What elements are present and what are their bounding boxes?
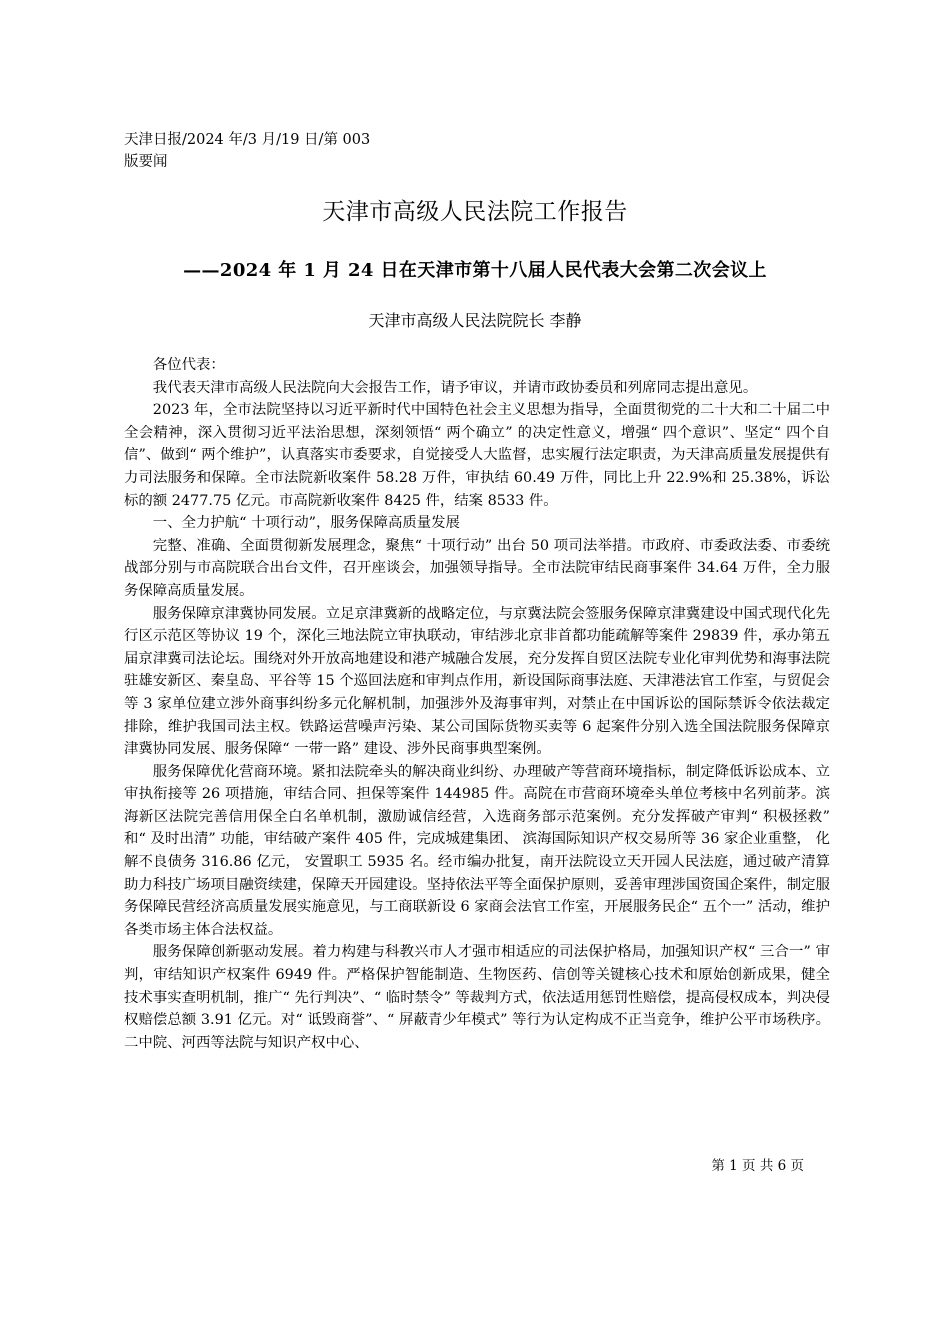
report-body [124, 354, 830, 1054]
source-info [124, 129, 370, 173]
paragraph: 服务保障创新驱动发展。着力构建与科教兴市人才强市相适应的司法保护格局，加强知识产权“ 三合一” 审判，审结知识产权案件 6949 件。严格保护智能制造、生物医药、信创等关键核心技术和原始创新成果，健全技术事实查明机制，推广“ 先行判决”、“ 临时禁令” 等裁判方式，依法适用惩罚性赔偿，提高侵权成本，判决侵权赔偿总额 3.91 亿元。对“ 诋毁商誉”、“ 屏蔽青少年模式” 等行为认定构成不正当竞争，维护公平市场秩序。二中院、河西等法院与知识产权中心、 [124, 944, 830, 1051]
source-line-2: 版要闻 [124, 154, 168, 170]
paragraph: 服务保障优化营商环境。紧扣法院牵头的解决商业纠纷、办理破产等营商环境指标，制定降低诉讼成本、立审执衔接等 26 项措施，审结合同、担保等案件 144985 件。高院在市营商环境牵头单位考核中名列前茅。滨海新区法院完善信用保全白名单机制，激励诚信经营，入选商务部示范案例。充分发挥破产审判“ 积极拯救” 和“ 及时出清” 功能，审结破产案件 405 件，完成城建集团、 滨海国际知识产权交易所等 36 家企业重整， 化解不良债务 316.86 亿元， 安置职工 5935 名。经市编办批复，南开法院设立天开园人民法庭，通过破产清算助力科技广场项目融资续建，保障天开园建设。坚持依法平等全面保护原则，妥善审理涉国资国企案件，制定服务保障民营经济高质量发展实施意见，与工商联新设 6 家商会法官工作室，开展服务民企“ 五个一” 活动，维护各类市场主体合法权益。 [124, 763, 830, 938]
section-heading: 一、全力护航“ 十项行动”，服务保障高质量发展 [152, 515, 460, 532]
report-author: 天津市高级人民法院院长 李静 [368, 311, 582, 330]
paragraph: 2023 年，全市法院坚持以习近平新时代中国特色社会主义思想为指导，全面贯彻党的二十大和二十届二中全会精神，深入贯彻习近平法治思想，深刻领悟“ 两个确立” 的决定性意义，增强“ 四个意识”、坚定“ 四个自信”、做到“ 两个维护”，认真落实市委要求，自觉接受人大监督，忠实履行法定职责，为天津高质量发展提供有力司法服务和保障。全市法院新收案件 58.28 万件，审执结 60.49 万件，同比上升 22.9%和 25.38%，诉讼标的额 2477.75 亿元。市高院新收案件 8425 件，结案 8533 件。 [124, 402, 830, 509]
report-title: 天津市高级人民法院工作报告 [322, 199, 628, 225]
paragraph-greeting: 各位代表： [152, 357, 225, 373]
paragraph: 我代表天津市高级人民法院向大会报告工作，请予审议，并请市政协委员和列席同志提出意见。 [152, 379, 758, 396]
paragraph: 服务保障京津冀协同发展。立足京津冀新的战略定位，与京冀法院会签服务保障京津冀建设中国式现代化先行区示范区等协议 19 个，深化三地法院立审执联动，审结涉北京非首都功能疏解等案件 29839 件，承办第五届京津冀司法论坛。围绕对外开放高地建设和港产城融合发展，充分发挥自贸区法院专业化审判优势和海事法院驻雄安新区、秦皇岛、平谷等 15 个巡回法庭和审判点作用，新设国际商事法庭、天津港法官工作室，与贸促会等 3 家单位建立涉外商事纠纷多元化解机制，加强涉外及海事审判，对禁止在中国诉讼的国际禁诉令依法裁定排除，维护我国司法主权。铁路运营噪声污染、某公司国际货物买卖等 6 起案件分别入选全国法院服务保障京津冀协同发展、服务保障“ 一带一路” 建设、涉外民商事典型案例。 [124, 605, 830, 758]
page-number: 第 1 页 共 6 页 [711, 1158, 804, 1174]
report-subtitle: ——2024 年 1 月 24 日在天津市第十八届人民代表大会第二次会议上 [183, 260, 767, 281]
source-line-1: 天津日报/2024 年/3 月/19 日/第 003 [124, 132, 371, 148]
paragraph: 完整、准确、全面贯彻新发展理念，聚焦“ 十项行动” 出台 50 项司法举措。市政府、市委政法委、市委统战部分别与市高院联合出台文件，召开座谈会，加强领导指导。全市法院审结民商事案件 34.64 万件，全力服务保障高质量发展。 [124, 537, 830, 599]
